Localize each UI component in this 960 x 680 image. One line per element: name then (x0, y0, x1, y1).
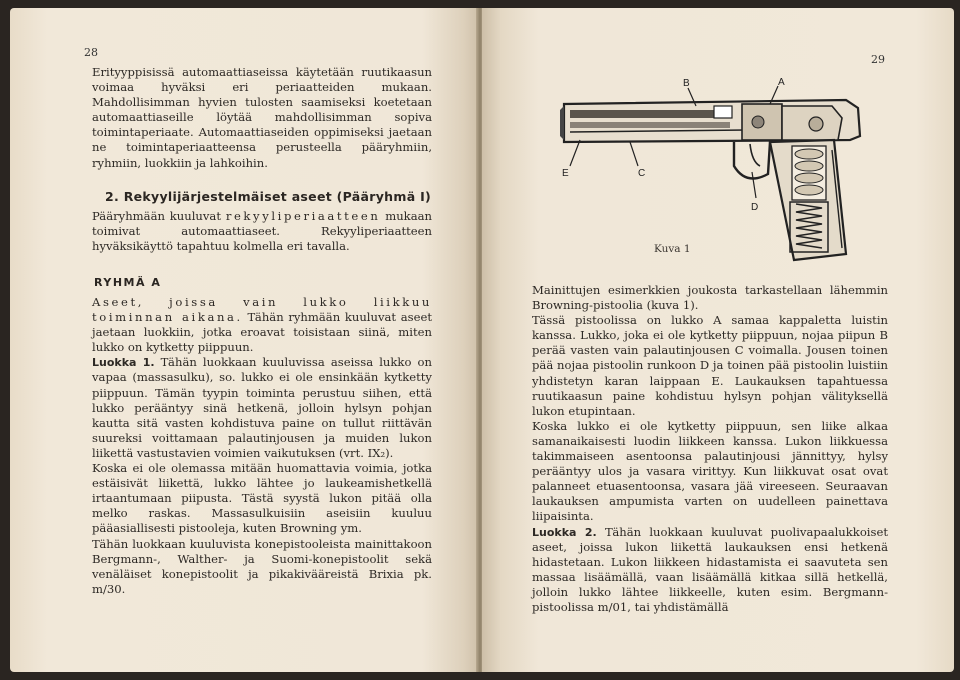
intro-text: Erityyppisissä automaattiaseissa käytetään ruutikaasun voimaa hyväksi eri periaatteiden mukaan. Mahdollisimman hyvien tulosten saamiseksi koetetaan automaattiaseille löytää mahdollisimman sopiva toimintaperiaate. Automaattiaseiden oppimiseksi jaetaan ne toimintaperiaatteensa perusteella pääryhmiin, ryhmiin, luokkiin ja lahkoihin. (92, 65, 432, 170)
left-page (10, 8, 478, 672)
section-text-a: Pääryhmään kuuluvat (92, 209, 226, 223)
section-paragraph (92, 209, 432, 254)
right-paragraph-2: Tässä pistoolissa on lukko A samaa kappaletta luistin kanssa. Lukko, joka ei ole kytketty piippuun, nojaa piipun B perää vasten vain palautinjousen C voimalla. Jousen toinen pää nojaa pistoolin runkoon D ja toinen pää pistoolin luistiin yhdistetyn karan laippaan E. Laukauksen tapahtuessa ruutikaasun paine kohdistuu hylsyn pohjan välityksellä lukon etupintaan. (532, 313, 888, 418)
page-number: 28 (84, 46, 98, 59)
figure-label-e: E (562, 168, 569, 179)
group-label: RYHMÄ A (94, 276, 162, 289)
section-heading: 2. Rekyylijärjestelmäiset aseet (Pääryhmä I) (105, 189, 432, 204)
group-text: Tähän ryhmään kuuluvat aseet jaetaan luokkiin, jotka eroavat toisistaan siinä, miten lukko on kytketty piippuun. (92, 310, 432, 355)
figure-caption: Kuva 1 (654, 243, 691, 255)
figure-label-b: B (683, 78, 690, 89)
group-paragraph (92, 295, 432, 597)
right-body (532, 283, 888, 615)
browning-pistol-illustration (546, 70, 866, 270)
group-spaced-text: Aseet, joissa vain lukko liikkuu toiminnan aikana. (92, 295, 432, 325)
right-paragraph-3: Koska lukko ei ole kytketty piippuun, sen liike alkaa samanaikaisesti luodin liikkeen kanssa. Lukon liikkuessa takimmaiseen asentoonsa palautinjousi jännittyy, hylsy perääntyy ulos ja vasara virittyy. Kun liikkuvat osat ovat palanneet etuasentoonsa, vasara jää vireeseen. Seuraavan laukauksen ampumista varten on uudelleen painettava liipaisinta. (532, 418, 888, 524)
class1-text: Tähän luokkaan kuuluvissa aseissa lukko on vapaa (massasulku), so. lukko ei ole ensinkään kytketty piippuun. Tämän tyypin toiminta perustuu siihen, että lukko perääntyy sinä hetkenä, jolloin hylsyn pohjan kautta sitä vasten kohdistuva paine on tullut riittävän suureksi voittamaan palautinjousen ja muiden lukon liikettä vastustavien voimien vaikutuksen (vrt. IX₂). (92, 355, 432, 460)
class2-label: Luokka 2. (532, 525, 597, 539)
figure-label-a: A (778, 77, 785, 88)
class1-label: Luokka 1. (92, 356, 155, 370)
section-text-spaced: rekyyliperiaatteen (225, 209, 381, 223)
figure-label-d: D (751, 202, 759, 213)
right-page (482, 8, 954, 672)
intro-paragraph (92, 65, 432, 171)
paragraph-2: Koska ei ole olemassa mitään huomattavia voimia, jotka estäisivät liikettä, lukko lähtee jo laukeamishetkellä irtaantumaan piipusta. Tästä syystä lukon pitää olla melko raskas. Massasulkuisiin aseisiin kuuluu pääasiallisesti pistooleja, kuten Browning ym. (92, 461, 432, 536)
page-number-right: 29 (871, 53, 885, 66)
figure-label-c: C (638, 168, 646, 179)
section-text-b: mukaan toimivat automaattiaseet. Rekyyliperiaatteen hyväksikäyttö tapahtuu kolmella eri tavalla. (92, 209, 432, 254)
class2-text: Tähän luokkaan kuuluvat puolivapaalukkoiset aseet, joissa lukon liikettä laukauksen ensi hetkenä hidastetaan. Lukon liikkeen hidastamista ei saavuteta sen massaa lisäämällä, vaan lisäämällä kitkaa sillä hetkellä, jolloin lukko lähtee liikkeelle, kuten esim. Bergmann-pistoolissa m/01, tai yhdistämällä (532, 524, 888, 614)
right-paragraph-1: Mainittujen esimerkkien joukosta tarkastellaan lähemmin Browning-pistoolia (kuva 1). (532, 283, 888, 313)
paragraph-3: Tähän luokkaan kuuluvista konepistooleista mainittakoon Bergmann-, Walther- ja Suomi-konepistoolit sekä venäläiset konepistoolit ja pikakivääreistä Brixia pk. m/30. (92, 536, 432, 596)
